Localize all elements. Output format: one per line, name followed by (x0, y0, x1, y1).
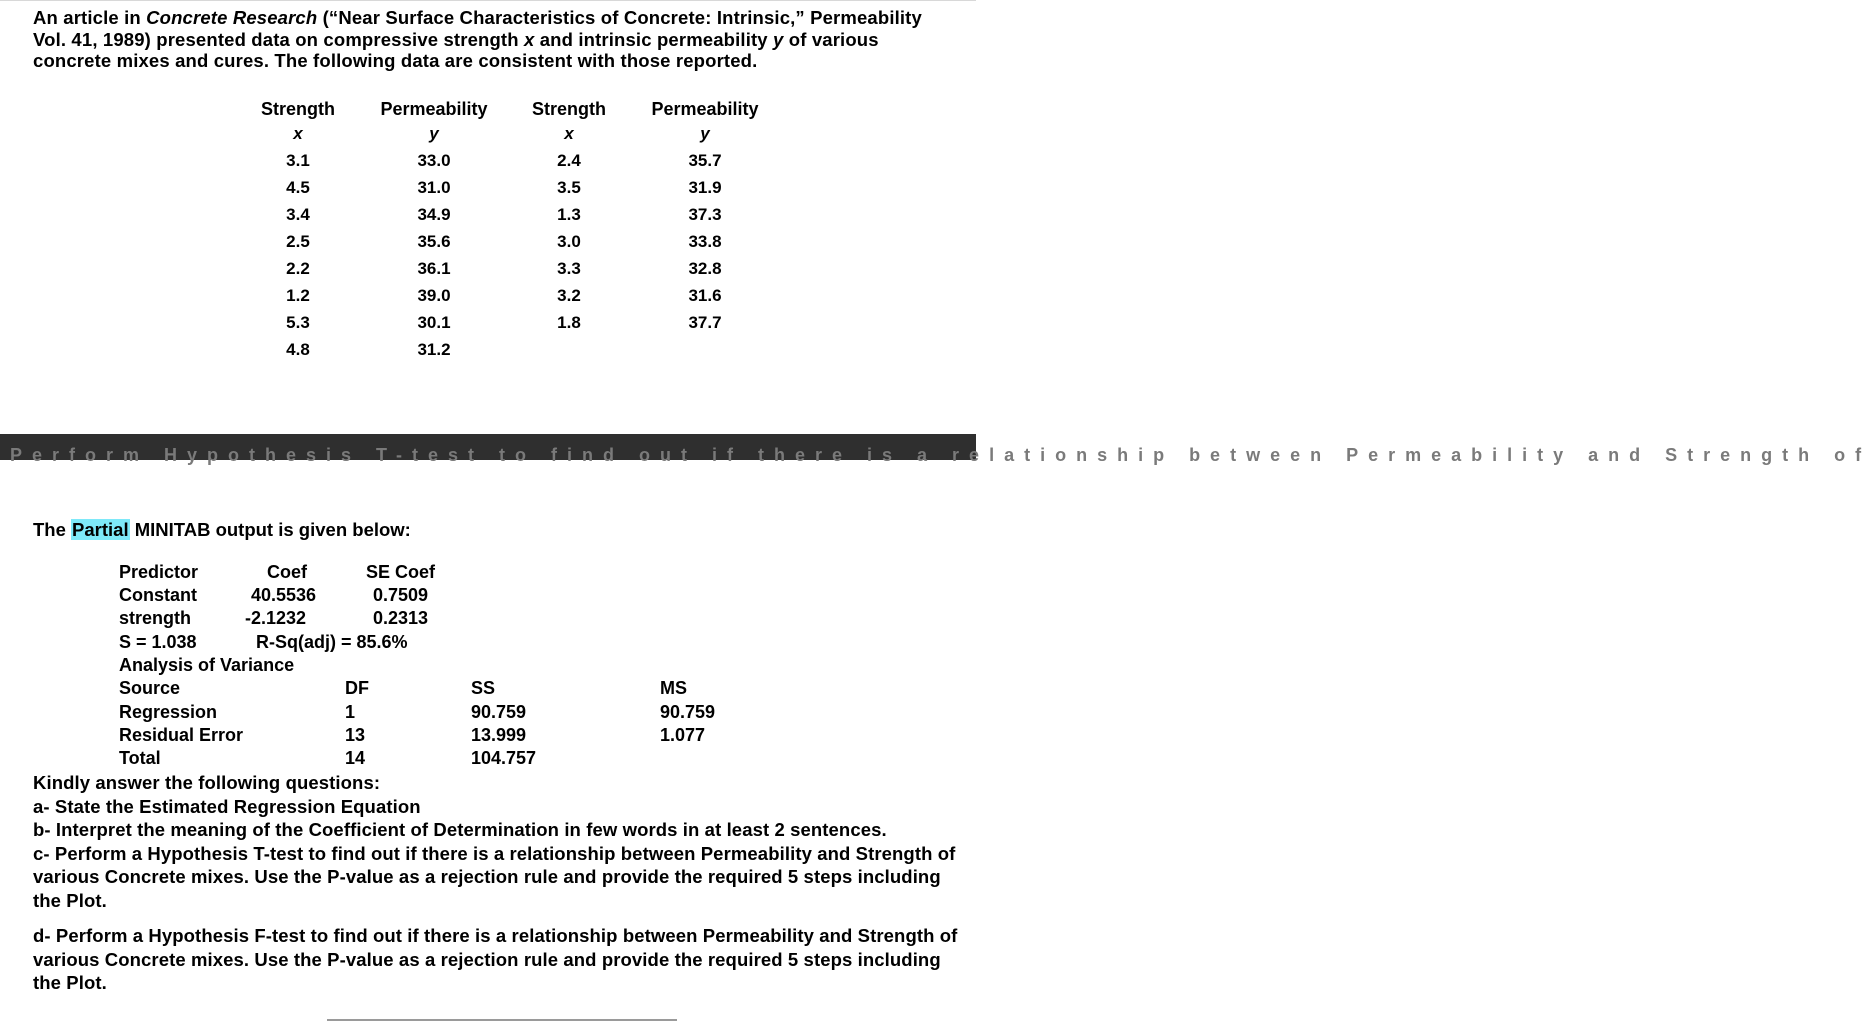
problem-intro (33, 7, 953, 72)
anova-ms: 90.759 (660, 702, 716, 722)
table-cell: 2.4 (557, 151, 581, 170)
column-header: Permeability (651, 99, 759, 119)
anova-ss: 13.999 (471, 725, 527, 745)
s-value: S = 1.038 (119, 632, 197, 652)
predictor-header: Predictor (119, 562, 199, 582)
df-header: DF (345, 678, 369, 698)
rsq-adj-value: R-Sq(adj) = 85.6% (256, 632, 408, 652)
table-cell: 33.8 (688, 232, 722, 251)
se-coef-header: SE Coef (366, 562, 436, 582)
intro-text-3: and intrinsic permeability (534, 28, 774, 50)
ss-header: SS (471, 678, 496, 698)
strength-coef: -2.1232 (245, 608, 307, 628)
constant-label: Constant (119, 585, 197, 605)
constant-se: 0.7509 (373, 585, 429, 605)
anova-ms: 1.077 (660, 725, 706, 745)
table-cell: 31.9 (688, 178, 722, 197)
table-cell: 3.0 (557, 232, 581, 251)
banner-text: Perform Hypothesis T-test to find out if there is a relationship between Permeability and Strength of (10, 445, 1871, 465)
table-cell: 3.5 (557, 178, 581, 197)
intro-text-4: of various concrete mixes and cures. The following data are consistent with those reported. (33, 28, 879, 71)
table-cell: 1.8 (557, 313, 581, 332)
dark-banner (0, 434, 1871, 465)
column-variable: y (429, 124, 439, 143)
table-cell: 31.2 (417, 340, 451, 359)
table-cell: 3.1 (286, 151, 310, 170)
table-cell: 3.3 (557, 259, 581, 278)
column-variable: x (564, 124, 574, 143)
variable-y: y (773, 28, 784, 50)
anova-source: Total (119, 748, 161, 768)
column-header: Strength (532, 99, 606, 119)
top-divider (0, 0, 976, 1)
table-cell: 2.2 (286, 259, 310, 278)
column-variable: x (293, 124, 303, 143)
column-variable: y (700, 124, 710, 143)
source-header: Source (119, 678, 181, 698)
table-cell: 35.6 (417, 232, 451, 251)
question-b: b- Interpret the meaning of the Coefficient of Determination in few words in at least 2 sentences. (33, 819, 887, 840)
anova-df: 14 (345, 748, 366, 768)
questions-lead: Kindly answer the following questions: (33, 772, 381, 793)
anova-source: Regression (119, 702, 218, 722)
question-d: d- Perform a Hypothesis F-test to find out if there is a relationship between Permeability and Strength of various Concrete mixes. Use the P-value as a rejection rule and provide the required 5 steps including the Plot. (33, 925, 958, 993)
minitab-intro-before: The (33, 519, 72, 540)
table-cell: 35.7 (688, 151, 722, 170)
table-cell: 36.1 (417, 259, 451, 278)
constant-coef: 40.5536 (251, 585, 317, 605)
table-cell: 4.5 (286, 178, 310, 197)
anova-df: 1 (345, 702, 356, 722)
minitab-intro-after: MINITAB output is given below: (129, 519, 411, 540)
column-header: Strength (261, 99, 335, 119)
table-cell: 37.7 (688, 313, 722, 332)
intro-text-1: An article in (33, 7, 147, 28)
table-cell: 32.8 (688, 259, 722, 278)
table-cell: 2.5 (286, 232, 310, 251)
table-cell: 1.3 (557, 205, 581, 224)
question-a: a- State the Estimated Regression Equation (33, 795, 421, 817)
table-cell: 30.1 (417, 313, 451, 332)
variable-x: x (523, 28, 535, 50)
questions (33, 771, 963, 995)
table-cell: 31.6 (688, 286, 722, 305)
intro-text-2: (“Near Surface Characteristics of Concrete: Intrinsic,” Permeability Vol. 41, 1989) presented data on compressive strength (33, 7, 922, 50)
table-cell: 34.9 (417, 205, 451, 224)
question-c: c- Perform a Hypothesis T-test to find out if there is a relationship between Permeability and Strength of various Concrete mixes. Use the P-value as a rejection rule and provide the required 5 steps including the Plot. (33, 842, 956, 911)
ms-header: MS (660, 678, 687, 698)
journal-name: Concrete Research (146, 7, 318, 28)
minitab-intro (33, 518, 411, 542)
anova-df: 13 (345, 725, 366, 745)
table-cell: 39.0 (417, 286, 451, 305)
anova-title: Analysis of Variance (119, 655, 295, 675)
data-column-permeability-2 (625, 97, 785, 336)
anova-source: Residual Error (119, 725, 244, 745)
table-cell: 3.2 (557, 286, 581, 305)
table-cell: 1.2 (286, 286, 310, 305)
bottom-divider (327, 1019, 677, 1021)
table-cell: 4.8 (286, 340, 310, 359)
table-cell: 3.4 (286, 205, 310, 224)
table-cell: 5.3 (286, 313, 310, 332)
strength-label: strength (119, 608, 191, 628)
highlighted-word: Partial (72, 519, 129, 540)
table-cell: 33.0 (417, 151, 451, 170)
coef-header: Coef (267, 562, 307, 582)
anova-ss: 104.757 (471, 748, 537, 768)
anova-ss: 90.759 (471, 702, 527, 722)
table-cell: 37.3 (688, 205, 722, 224)
column-header: Permeability (380, 99, 488, 119)
strength-se: 0.2313 (373, 608, 429, 628)
table-cell: 31.0 (417, 178, 451, 197)
